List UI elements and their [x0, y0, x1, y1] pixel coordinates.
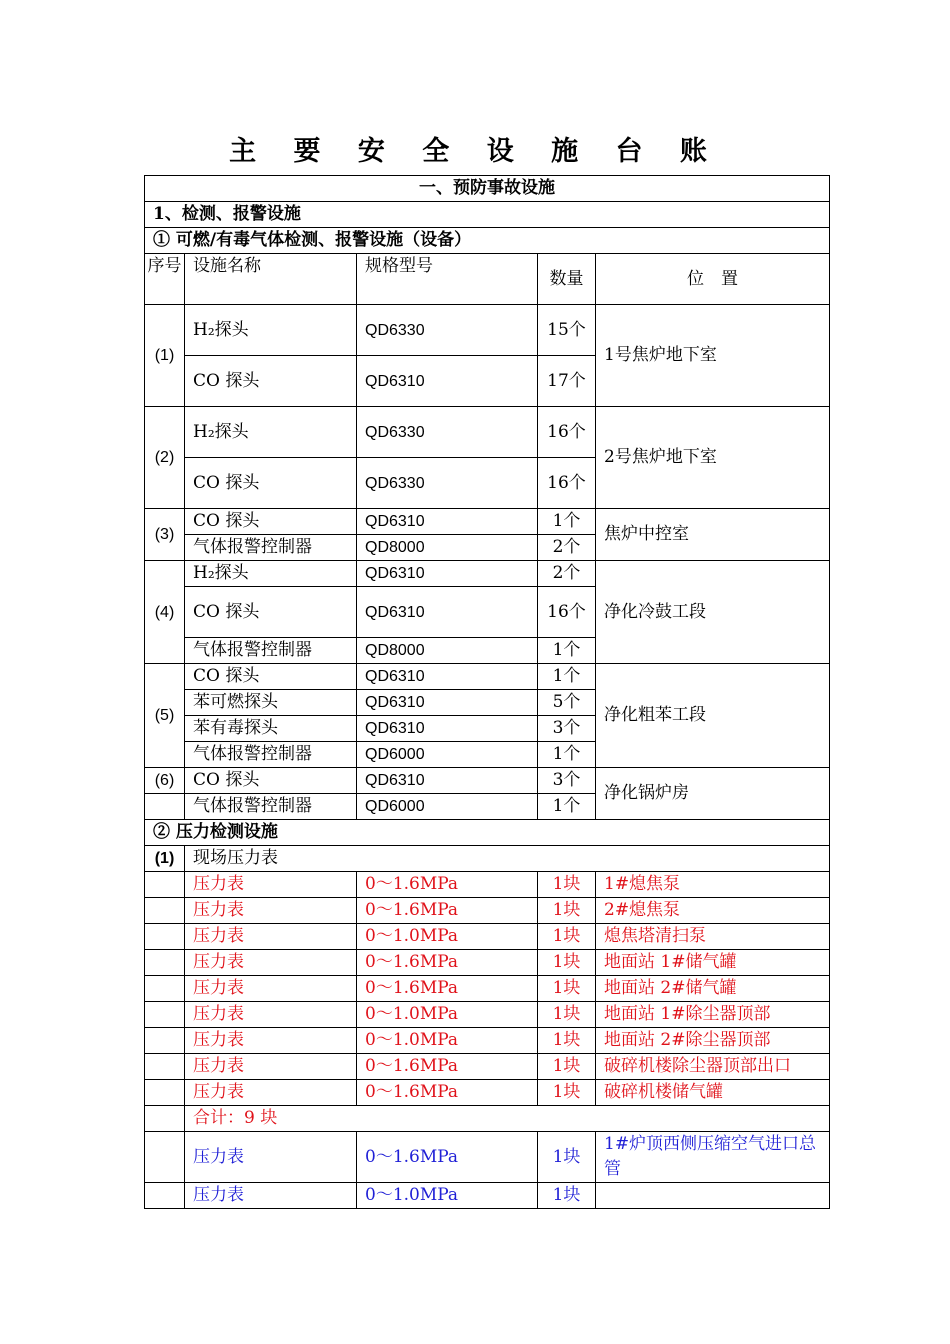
row-seq-empty: [145, 794, 185, 820]
header-qty: 数量: [538, 254, 596, 305]
location: 地面站 1#储气罐: [596, 950, 830, 976]
total-label: 合计：9 块: [185, 1106, 830, 1132]
row-seq: (3): [145, 509, 185, 561]
spec-model: 0～1.6MPa: [357, 1132, 538, 1183]
row-seq-empty: [145, 924, 185, 950]
section-heading: 一、预防事故设施: [145, 176, 830, 202]
spec-model: QD6310: [357, 768, 538, 794]
table-row: [145, 664, 830, 690]
facility-name: 气体报警控制器: [185, 742, 357, 768]
row-seq-empty: [145, 1054, 185, 1080]
location: 地面站 1#除尘器顶部: [596, 1002, 830, 1028]
location: 净化冷鼓工段: [596, 561, 830, 664]
quantity: 17个: [538, 356, 596, 407]
row-seq: (1): [145, 846, 185, 872]
facility-name: 气体报警控制器: [185, 794, 357, 820]
quantity: 1块: [538, 1054, 596, 1080]
quantity: 1块: [538, 1028, 596, 1054]
location: 1#熄焦泵: [596, 872, 830, 898]
quantity: 2个: [538, 561, 596, 587]
row-seq-empty: [145, 898, 185, 924]
spec-model: 0～1.6MPa: [357, 976, 538, 1002]
location: 净化锅炉房: [596, 768, 830, 820]
table-row: [145, 898, 830, 924]
quantity: 1块: [538, 898, 596, 924]
header-position: 位 置: [596, 254, 830, 305]
table-row: [145, 768, 830, 794]
spec-model: 0～1.0MPa: [357, 1028, 538, 1054]
facility-name: 苯有毒探头: [185, 716, 357, 742]
facility-name: 气体报警控制器: [185, 638, 357, 664]
quantity: 16个: [538, 458, 596, 509]
spec-model: QD6310: [357, 664, 538, 690]
quantity: 1个: [538, 794, 596, 820]
row-seq-empty: [145, 1183, 185, 1209]
safety-ledger-table: [144, 175, 830, 1209]
quantity: 1块: [538, 872, 596, 898]
header-row: [145, 254, 830, 305]
spec-model: 0～1.0MPa: [357, 1002, 538, 1028]
table-row: [145, 1002, 830, 1028]
location: 2#熄焦泵: [596, 898, 830, 924]
spec-model: QD6000: [357, 794, 538, 820]
total-row: [145, 1106, 830, 1132]
facility-name: 压力表: [185, 1080, 357, 1106]
quantity: 3个: [538, 716, 596, 742]
row-seq-empty: [145, 976, 185, 1002]
quantity: 1块: [538, 950, 596, 976]
row-seq: (6): [145, 768, 185, 794]
spec-model: QD6330: [357, 458, 538, 509]
table-row: [145, 846, 830, 872]
quantity: 1个: [538, 638, 596, 664]
facility-name: H₂探头: [185, 561, 357, 587]
facility-name: 压力表: [185, 1002, 357, 1028]
facility-name: CO 探头: [185, 664, 357, 690]
spec-model: QD6330: [357, 305, 538, 356]
location: 地面站 2#除尘器顶部: [596, 1028, 830, 1054]
group-name: 现场压力表: [185, 846, 830, 872]
header-spec: 规格型号: [357, 254, 538, 305]
header-name: 设施名称: [185, 254, 357, 305]
quantity: 1个: [538, 742, 596, 768]
spec-model: 0～1.0MPa: [357, 924, 538, 950]
quantity: 15个: [538, 305, 596, 356]
location: 破碎机楼除尘器顶部出口: [596, 1054, 830, 1080]
spec-model: QD6310: [357, 716, 538, 742]
quantity: 1块: [538, 1183, 596, 1209]
location: 焦炉中控室: [596, 509, 830, 561]
spec-model: QD6330: [357, 407, 538, 458]
quantity: 3个: [538, 768, 596, 794]
facility-name: 苯可燃探头: [185, 690, 357, 716]
spec-model: QD6310: [357, 356, 538, 407]
quantity: 1块: [538, 1002, 596, 1028]
facility-name: 压力表: [185, 950, 357, 976]
spec-model: QD6310: [357, 509, 538, 535]
location: 地面站 2#储气罐: [596, 976, 830, 1002]
location: [596, 1183, 830, 1209]
location: 破碎机楼储气罐: [596, 1080, 830, 1106]
row-seq-empty: [145, 1028, 185, 1054]
spec-model: QD8000: [357, 638, 538, 664]
location: 1号焦炉地下室: [596, 305, 830, 407]
facility-name: 压力表: [185, 1183, 357, 1209]
row-seq-empty: [145, 1002, 185, 1028]
table-row: [145, 1028, 830, 1054]
facility-name: 压力表: [185, 976, 357, 1002]
quantity: 1个: [538, 664, 596, 690]
facility-name: 压力表: [185, 1132, 357, 1183]
row-seq: (4): [145, 561, 185, 664]
spec-model: QD6310: [357, 561, 538, 587]
facility-name: 压力表: [185, 924, 357, 950]
subsection-heading: 1、检测、报警设施: [145, 202, 830, 228]
quantity: 16个: [538, 407, 596, 458]
row-seq-empty: [145, 872, 185, 898]
spec-model: QD6310: [357, 587, 538, 638]
category-heading: ① 可燃/有毒气体检测、报警设施（设备）: [145, 228, 830, 254]
row-seq: (2): [145, 407, 185, 509]
table-row: [145, 924, 830, 950]
table-row: [145, 407, 830, 458]
location: 净化粗苯工段: [596, 664, 830, 768]
quantity: 1个: [538, 509, 596, 535]
quantity: 5个: [538, 690, 596, 716]
spec-model: 0～1.6MPa: [357, 950, 538, 976]
facility-name: 压力表: [185, 1028, 357, 1054]
spec-model: 0～1.0MPa: [357, 1183, 538, 1209]
row-seq-empty: [145, 1132, 185, 1183]
table-row: [145, 1132, 830, 1183]
table-row: [145, 872, 830, 898]
table-row: [145, 305, 830, 356]
spec-model: QD8000: [357, 535, 538, 561]
facility-name: H₂探头: [185, 407, 357, 458]
spec-model: 0～1.6MPa: [357, 1054, 538, 1080]
facility-name: 压力表: [185, 1054, 357, 1080]
table-row: [145, 1054, 830, 1080]
spec-model: 0～1.6MPa: [357, 1080, 538, 1106]
spec-model: 0～1.6MPa: [357, 898, 538, 924]
facility-name: CO 探头: [185, 587, 357, 638]
table-row: [145, 976, 830, 1002]
quantity: 1块: [538, 924, 596, 950]
row-seq: (1): [145, 305, 185, 407]
page-title: 主 要 安 全 设 施 台 账: [229, 136, 721, 167]
facility-name: CO 探头: [185, 356, 357, 407]
table-row: [145, 950, 830, 976]
spec-model: QD6310: [357, 690, 538, 716]
quantity: 16个: [538, 587, 596, 638]
category-heading: ② 压力检测设施: [145, 820, 830, 846]
facility-name: 压力表: [185, 872, 357, 898]
facility-name: 压力表: [185, 898, 357, 924]
table-row: [145, 1183, 830, 1209]
row-seq-empty: [145, 950, 185, 976]
location: 熄焦塔清扫泵: [596, 924, 830, 950]
location: 1#炉顶西侧压缩空气进口总管: [596, 1132, 830, 1183]
facility-name: 气体报警控制器: [185, 535, 357, 561]
table-row: [145, 1080, 830, 1106]
header-seq: 序号: [145, 254, 185, 305]
table-row: [145, 561, 830, 587]
row-seq-empty: [145, 1080, 185, 1106]
facility-name: H₂探头: [185, 305, 357, 356]
spec-model: QD6000: [357, 742, 538, 768]
facility-name: CO 探头: [185, 768, 357, 794]
table-row: [145, 509, 830, 535]
row-seq-empty: [145, 1106, 185, 1132]
quantity: 1块: [538, 1080, 596, 1106]
quantity: 1块: [538, 976, 596, 1002]
location: 2号焦炉地下室: [596, 407, 830, 509]
row-seq: (5): [145, 664, 185, 768]
spec-model: 0～1.6MPa: [357, 872, 538, 898]
quantity: 2个: [538, 535, 596, 561]
facility-name: CO 探头: [185, 509, 357, 535]
facility-name: CO 探头: [185, 458, 357, 509]
quantity: 1块: [538, 1132, 596, 1183]
